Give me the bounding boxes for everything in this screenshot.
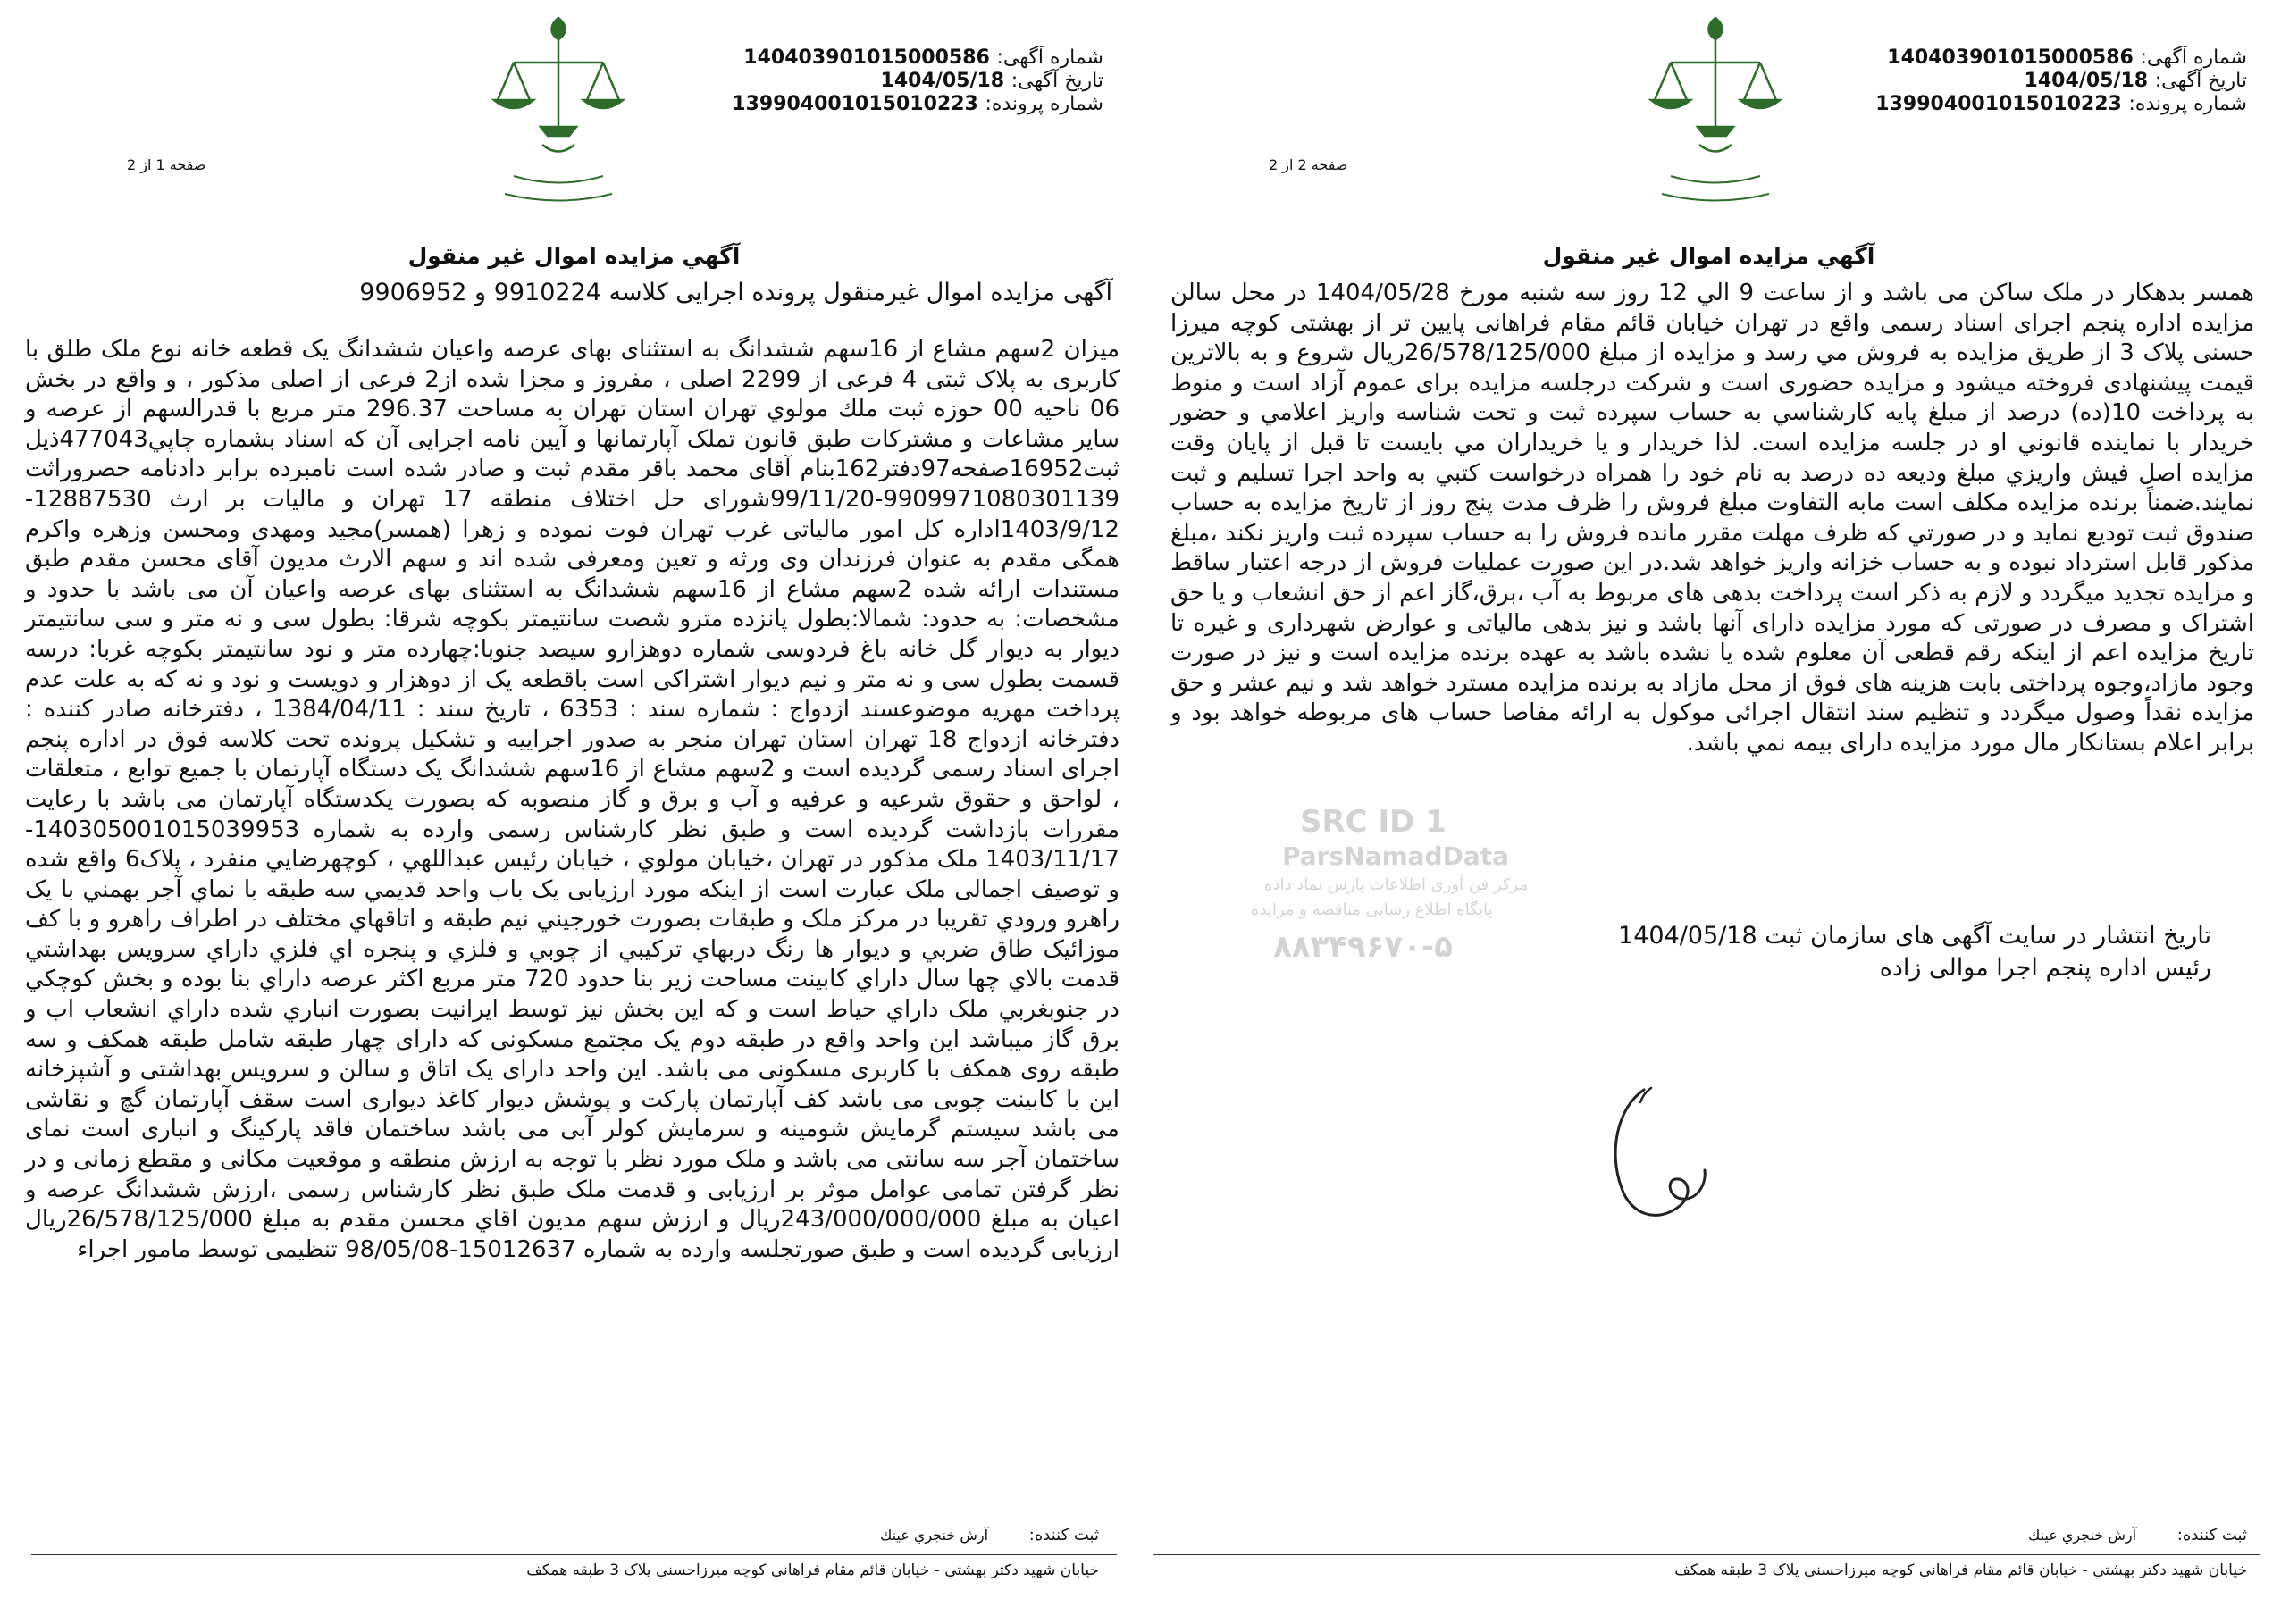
file-number-row xyxy=(732,93,1103,116)
ad-date-row xyxy=(1875,70,2247,93)
registrar-label: ثبت کننده: xyxy=(2176,1526,2247,1544)
watermark-line1: مرکز فن آوری اطلاعات پارس نماد داده xyxy=(1264,875,1528,894)
notice-body: ميزان 2سهم مشاع از 16سهم ششدانگ به استثنای بهای عرصه واعيان ششدانگ يک قطعه خانه نوع ملک طلق با کاربری به پلاک ثبتی 4 فرعی از 2299 اصلی ، مفروز و مجزا شده از2 فرعی از اصلی مذکور ، و واقع در بخش 06 ناحيه 00 حوزه ثبت ملك مولوي تهران استان تهران به مساحت 296.37 متر مربع با قدرالسهم از عرصه و ساير مشاعات و مشترکات طبق قانون تملک آپارتمانها و آيين نامه اجرايی آن که اسناد بشماره چاپي477043ذيل ثبت16952صفحه97دفتر162بنام آقای محمد باقر مقدم ثبت و صادر شده است نامبرده برابر دادنامه حصروراثت 9909971080301139-99/11/20شورای حل اختلاف منطقه 17 تهران و ماليات بر ارث 12887530-1403/9/12اداره کل امور مالياتی غرب تهران فوت نموده و زهرا (همسر)مجيد ومهدی ومحسن وزهره واکرم همگی مقدم به عنوان فرزندان وی ورثه و تعين ومعرفی شده اند و سهم الارث مديون آقای محسن مقدم طبق مستندات ارائه شده 2سهم مشاع از 16سهم ششدانگ به استثنای بهای عرصه واعيان آن می باشد با حدود و مشخصات: به حدود: شمالا:بطول پانزده مترو شصت سانتيمتر بکوچه شرقا: بطول سی و نه متر و سی سانتيمتر ديوار به ديوار گل خانه باغ فردوسی شماره دوهزارو سيصد جنوبا:چهارده متر و نود سانتيمتر بکوچه غربا: درسه قسمت بطول سی و نه متر و نيم ديوار اشتراکی است باقطعه يک از دوهزار و دويست و نود و نه که به علت عدم پرداخت مهريه موضوعسند ازدواج : شماره سند : 6353 ، تاريخ سند : 1384/04/11 ، دفترخانه صادر کننده : دفترخانه ازدواج 18 تهران استان تهران منجر به صدور اجراييه و تشکيل پرونده تحت کلاسه فوق در اداره پنجم اجرای اسناد رسمی گرديده است و 2سهم مشاع از 16سهم ششدانگ يک دستگاه آپارتمان با جميع توابع ، متعلقات ، لواحق و حقوق شرعيه و عرفيه و آب و برق و گاز منصوبه که بصورت يکدستگاه آپارتمان می باشد با رعايت مقررات بازداشت گرديده است و طبق نظر کارشناس رسمی وارده به شماره 140305001015039953-1403/11/17 ملک مذکور در تهران ،خيابان مولوي ، خيابان رئيس عبداللهي ، کوچهرضايي منفرد ، پلاک6 واقع شده و توصيف اجمالی ملک عبارت است از اينکه مورد ارزيابی يک باب واحد قديمي سه طبقه با نماي آجر بهمني با يک راهرو ورودي تقريبا در مرکز ملک و طبقات بصورت خورجيني نيم طبقه و اتاقهاي مختلف در اطراف راهرو و با کف موزائيک طاق ضربي و ديوار ها رنگ دربهاي ترکيبي از چوبي و فلزي و پنجره اي فلزي داراي سرويس بهداشتي قدمت بالاي چها سال داراي کابينت مساحت زير بنا حدود 720 متر مربع اکثر عرصه داراي بنا بوده و بخش کوچکي در جنوبغربي ملک داراي حياط است و که اين بخش نيز توسط ايرانيت بصورت انباري شده داراي انشعاب اب و برق گاز ميباشد اين واحد واقع در طبقه دوم يک مجتمع مسکونی که دارای چهار طبقه شامل طبقه همکف و سه طبقه روی همکف با کاربری مسکونی می باشد. اين واحد دارای يک اتاق و سالن و سرويس بهداشتی و آشپزخانه اين با کابينت چوبی می باشد کف آپارتمان پارکت و پوشش ديوار کاغذ ديواری است سقف آپارتمان گچ و نقاشی می باشد سيستم گرمايش شومينه و سرمايش کولر آبی می باشد ساختمان فاقد پارکينگ و انباری است نمای ساختمان آجر سه سانتی می باشد و ملک مورد نظر با توجه به ارزش منطقه و موقعيت مکانی و مقطع زمانی و در نظر گرفتن تمامی عوامل موثر بر ارزيابی و قدمت ملک طبق نظر کارشناس رسمی ،ارزش ششدانگ عرصه و اعيان به مبلغ 243/000/000/000ريال و ارزش سهم مديون اقاي محسن مقدم به مبلغ 26/578/125/000ريال ارزيابی گرديده است و طبق صورتجلسه وارده به شماره 15012637-98/05/08 تنظيمی توسط مامور اجراء xyxy=(25,336,1120,1263)
ad-date-label: تاریخ آگهی: xyxy=(2154,70,2247,92)
ad-number-label: شماره آگهی: xyxy=(2140,46,2247,69)
ad-number: 140403901015000586 xyxy=(1887,46,2134,69)
publication-date-line: تاريخ انتشار در سايت آگهی های سازمان ثبت 1404/05/18 xyxy=(1618,922,2211,950)
ad-number-row xyxy=(732,46,1103,70)
signature-icon xyxy=(1581,1072,1733,1233)
judiciary-emblem-icon xyxy=(1635,11,1796,207)
office-address: خيابان شهيد دکتر بهشتي - خيابان قائم مقام فراهاني کوچه ميرزاحسني پلاک 3 طبقه همکف xyxy=(526,1561,1099,1579)
judiciary-emblem-icon xyxy=(478,11,639,207)
notice-body: همسر بدهکار در ملک ساکن می باشد و از ساعت 9 الي 12 روز سه شنبه مورخ 1404/05/28 در محل سالن مزايده اداره پنجم اجرای اسناد رسمی واقع در تهران خيابان قائم مقام فراهانی پايين تر از بهشتی کوچه ميرزا حسنی پلاک 3 از طريق مزايده به فروش مي رسد و مزايده از مبلغ 26/578/125/000ريال شروع و به بالاترين قيمت پيشنهادی فروخته ميشود و مزايده حضوری است و شرکت درجلسه مزايده برای عموم آزاد است و منوط به پرداخت 10(ده) درصد از مبلغ پايه کارشناسي به حساب سپرده ثبت و تحت شناسه واريز اعلامي و حضور خريدار با نماينده قانوني او در جلسه مزايده است. لذا خريدار و يا خريداران مي بايست تا قبل از پايان وقت مزايده اصل فيش واريزي مبلغ وديعه ده درصد به نام خود را همراه درخواست کتبي به واحد اجرا تسليم و ثبت نمايند.ضمناً برنده مزايده مکلف است مابه التفاوت مبلغ فروش را ظرف مدت پنج روز از تاريخ مزايده به حساب صندوق ثبت توديع نمايد و در صورتي که ظرف مهلت مقرر مانده فروش را به حساب سپرده ثبت واريز نکند ،مبلغ مذکور قابل استرداد نبوده و به حساب خزانه واريز خواهد شد.در اين صورت عمليات فروش از درجه اعتبار ساقط و مزايده تجديد ميگردد و لازم به ذکر است پرداخت بدهی های مربوط به آب ،برق،گاز اعم از حق انشعاب و يا حق اشتراک و مصرف در صورتی که مورد مزايده دارای آنها باشد و نيز بدهی مالياتی و عوارض شهرداری و غيره تا تاريخ مزايده اعم از اينکه رقم قطعی آن معلوم شده يا نشده باشد به عهده برنده مزايده است و نيز در صورت وجود مازاد،وجوه پرداختی بابت هزينه های فوق از محل مازاد به برنده مزايده مسترد خواهد شد و نيم عشر و حق مزايده نقداً وصول ميگردد و تنظيم سند انتقال اجرائی موکول به ارائه مفاصا حساب های مربوطه خواهد بود و برابر اعلام بستانکار مال مورد مزايده دارای بيمه نمي باشد. xyxy=(1170,280,2255,757)
page-number: صفحه 2 از 2 xyxy=(1269,156,1348,173)
ad-number-row xyxy=(1875,46,2247,70)
page-2 xyxy=(1153,0,2265,1624)
office-address: خيابان شهيد دکتر بهشتي - خيابان قائم مقام فراهاني کوچه ميرزاحسني پلاک 3 طبقه همکف xyxy=(1674,1561,2247,1579)
file-number-row xyxy=(1875,93,2247,116)
watermark-line2: پایگاه اطلاع رسانی مناقصه و مزایده xyxy=(1251,900,1493,919)
publication-info xyxy=(1618,920,2211,984)
notice-title: آگهي مزايده اموال غير منقول xyxy=(407,243,741,269)
notice-title: آگهي مزايده اموال غير منقول xyxy=(1542,243,1875,269)
registrar xyxy=(880,1526,1099,1544)
footer-divider xyxy=(31,1554,1117,1555)
ad-date: 1404/05/18 xyxy=(880,70,1005,92)
page-number: صفحه 1 از 2 xyxy=(127,156,206,173)
registrar-name: آرش خنجري عينك xyxy=(880,1527,989,1544)
file-number-label: شماره پرونده: xyxy=(985,93,1103,115)
file-number-label: شماره پرونده: xyxy=(2128,93,2247,115)
file-number: 139904001015010223 xyxy=(732,93,978,115)
ad-date-label: تاریخ آگهی: xyxy=(1011,70,1103,92)
watermark-brand: ParsNamadData xyxy=(1282,841,1509,871)
registrar-name: آرش خنجري عينك xyxy=(2028,1527,2137,1544)
ad-date: 1404/05/18 xyxy=(2024,70,2149,92)
ad-date-row xyxy=(732,70,1103,93)
footer-divider xyxy=(1153,1554,2260,1555)
registrar xyxy=(2028,1526,2247,1544)
page-1 xyxy=(18,0,1130,1624)
notice-subtitle: آگهی مزایده اموال غیرمنقول پرونده اجرایی کلاسه 9910224 و 9906952 xyxy=(359,279,1112,306)
registrar-label: ثبت کننده: xyxy=(1028,1526,1099,1544)
watermark-phone: ۸۸۳۴۹۶۷۰-۵ xyxy=(1273,929,1453,965)
ad-number-label: شماره آگهی: xyxy=(996,46,1103,69)
notice-meta xyxy=(732,46,1103,116)
notice-meta xyxy=(1875,46,2247,116)
signer-line: رئيس اداره پنجم اجرا موالی زاده xyxy=(1879,954,2211,982)
ad-number: 140403901015000586 xyxy=(743,46,990,69)
file-number: 139904001015010223 xyxy=(1875,93,2122,115)
watermark-code: SRC ID 1 xyxy=(1300,804,1447,840)
